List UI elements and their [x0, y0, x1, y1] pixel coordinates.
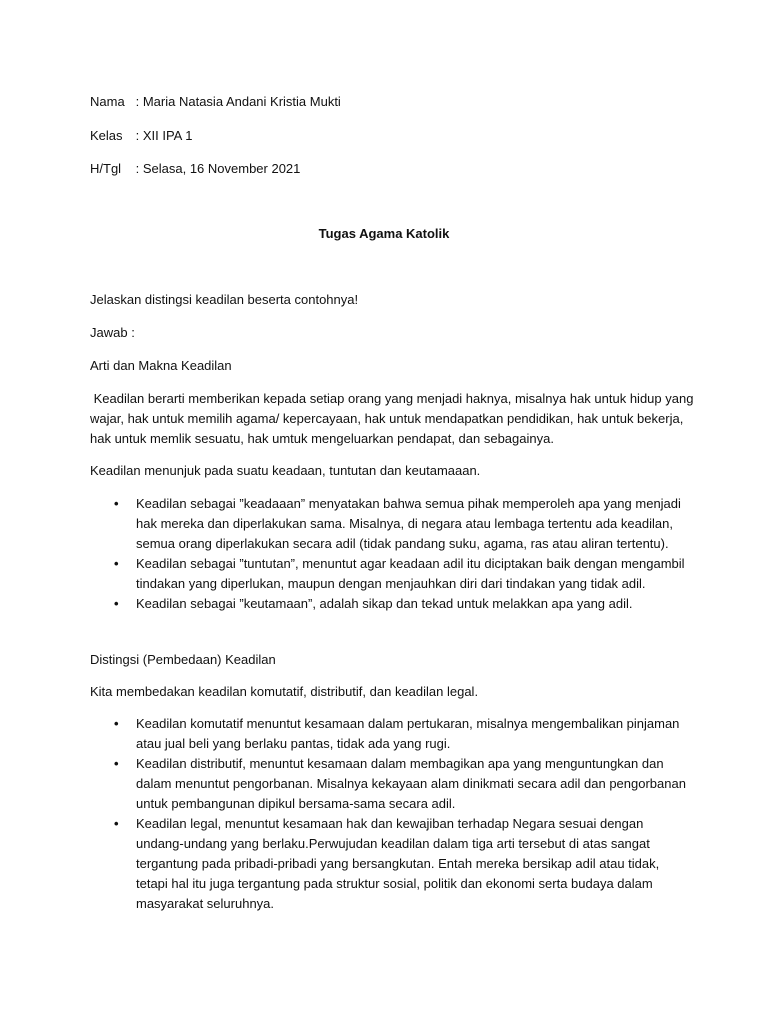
bullet-icon: •	[114, 716, 119, 731]
keadilan-aspects-list	[90, 494, 690, 614]
section1-paragraph: Keadilan berarti memberikan kepada setiap orang yang menjadi haknya, misalnya hak untuk hidup yang wajar, hak untuk memilih agama/ kepercayaan, hak untuk mendapatkan pendidikan, hak untuk bekerja, hak untuk memlik sesuatu, hak umtuk mengeluarkan pendapat, dan sebagainya.	[90, 391, 698, 446]
answer-label: Jawab :	[90, 325, 135, 340]
info-nama	[90, 92, 341, 112]
list-item-text: Keadilan komutatif menuntut kesamaan dalam pertukaran, misalnya mengembalikan pinjaman atau jual beli yang berlaku pantas, tidak ada yang rugi.	[136, 716, 680, 751]
kelas-label: Kelas	[90, 128, 123, 143]
section1-heading: Arti dan Makna Keadilan	[90, 358, 232, 373]
kelas-value: : XII IPA 1	[135, 128, 193, 143]
list-item-text: Keadilan sebagai ”tuntutan”, menuntut agar keadaan adil itu diciptakan baik dengan mengambil tindakan yang diperlukan, maupun dengan menjauhkan diri dari tindakan yang tidak adil.	[136, 556, 685, 591]
document-title: Tugas Agama Katolik	[318, 226, 450, 241]
list-item	[90, 494, 690, 554]
list-item	[90, 554, 690, 594]
list-item-text: Keadilan legal, menuntut kesamaan hak dan kewajiban terhadap Negara sesuai dengan undang-undang yang berlaku.Perwujudan keadilan dalam tiga arti tersebut di atas sangat tergantung pada pribadi-pribadi yang bersangkutan. Entah mereka bersikap adil atau tidak, tetapi hal itu juga tergantung pada struktur sosial, politik dan ekonomi serta budaya dalam masyarakat seluruhnya.	[136, 816, 660, 911]
list-item	[90, 754, 690, 814]
tgl-value: : Selasa, 16 November 2021	[135, 161, 301, 176]
bullet-icon: •	[114, 816, 119, 831]
bullet-icon: •	[114, 496, 119, 511]
list-item-text: Keadilan distributif, menuntut kesamaan dalam membagikan apa yang menguntungkan dan dalam menuntut pengorbanan. Misalnya kekayaan alam dinikmati secara adil dan pengorbanan untuk pembangunan dipikul bersama-sama secara adil.	[136, 756, 686, 811]
list-item	[90, 714, 690, 754]
tgl-label: H/Tgl	[90, 161, 122, 176]
list-item-text: Keadilan sebagai ”keutamaan”, adalah sikap dan tekad untuk melakkan apa yang adil.	[136, 596, 633, 611]
nama-value: : Maria Natasia Andani Kristia Mukti	[135, 94, 341, 109]
nama-label: Nama	[90, 94, 125, 109]
info-kelas	[90, 126, 192, 146]
bullet-icon: •	[114, 596, 119, 611]
bullet-icon: •	[114, 756, 119, 771]
list-item-text: Keadilan sebagai ”keadaaan” menyatakan bahwa semua pihak memperoleh apa yang menjadi hak mereka dan diperlakukan sama. Misalnya, di negara atau lembaga tertentu ada keadilan, semua orang diperlakukan secara adil (tidak pandang suku, agama, ras atau aliran tertentu).	[136, 496, 681, 551]
list-item	[90, 814, 690, 914]
section1-intro: Keadilan menunjuk pada suatu keadaan, tuntutan dan keutamaaan.	[90, 463, 481, 478]
question-text: Jelaskan distingsi keadilan beserta contohnya!	[90, 292, 359, 307]
distingsi-list	[90, 714, 690, 914]
section2-heading: Distingsi (Pembedaan) Keadilan	[90, 652, 276, 667]
section2-intro: Kita membedakan keadilan komutatif, distributif, dan keadilan legal.	[90, 684, 479, 699]
bullet-icon: •	[114, 556, 119, 571]
list-item	[90, 594, 690, 614]
info-tanggal	[90, 159, 300, 179]
